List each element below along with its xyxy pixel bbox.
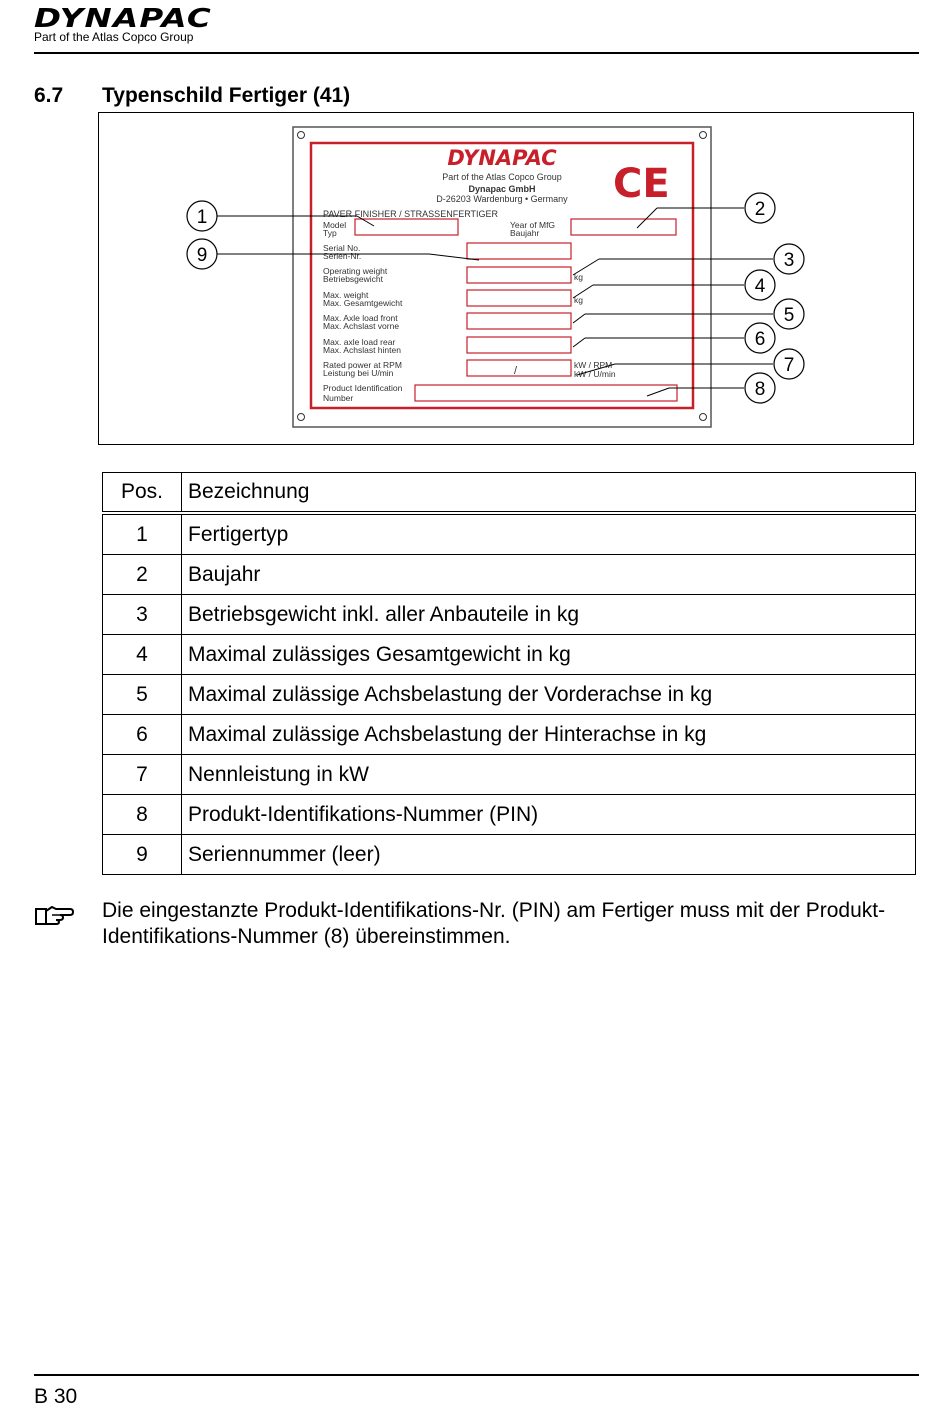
table-row xyxy=(103,715,916,755)
callout-4: 4 xyxy=(754,276,766,297)
header-rule xyxy=(34,52,919,54)
label-serial-en: Serial No. xyxy=(323,243,361,253)
label-pin-de: Number xyxy=(323,393,354,403)
label-serial-de: Serien-Nr. xyxy=(323,251,362,261)
type-plate-illustration xyxy=(99,113,915,446)
plate-address: D-26203 Wardenburg • Germany xyxy=(436,194,568,204)
callout-8: 8 xyxy=(754,379,766,400)
table-header-row xyxy=(103,473,916,514)
label-rear-en: Max. axle load rear xyxy=(323,337,396,347)
cell-pos: 2 xyxy=(103,555,182,595)
label-front-en: Max. Axle load front xyxy=(323,313,398,323)
header-bezeichnung: Bezeichnung xyxy=(182,473,916,514)
label-power-en: Rated power at RPM xyxy=(323,360,402,370)
plate-company: Dynapac GmbH xyxy=(468,184,536,194)
type-plate-figure xyxy=(98,112,914,445)
logo-tagline: Part of the Atlas Copco Group xyxy=(34,30,194,44)
power-slash: / xyxy=(514,365,518,377)
cell-pos: 4 xyxy=(103,635,182,675)
callout-2: 2 xyxy=(754,199,766,220)
footer-rule xyxy=(34,1374,919,1376)
cell-desc: Nennleistung in kW xyxy=(182,755,916,795)
label-op-weight-de: Betriebsgewicht xyxy=(323,274,384,284)
cell-pos: 8 xyxy=(103,795,182,835)
callout-1: 1 xyxy=(196,207,208,228)
cell-pos: 3 xyxy=(103,595,182,635)
ce-mark: CE xyxy=(613,161,670,207)
cell-desc: Produkt-Identifikations-Nummer (PIN) xyxy=(182,795,916,835)
cell-pos: 9 xyxy=(103,835,182,875)
cell-desc: Fertigertyp xyxy=(182,513,916,555)
cell-desc: Maximal zulässige Achsbelastung der Vorderachse in kg xyxy=(182,675,916,715)
cell-desc: Baujahr xyxy=(182,555,916,595)
section-number: 6.7 xyxy=(34,84,64,107)
plate-heading: PAVER FINISHER / STRASSENFERTIGER xyxy=(323,209,499,219)
table-row xyxy=(103,513,916,555)
plate-brand: DYNAPAC xyxy=(447,146,557,170)
page-number: B 30 xyxy=(34,1385,78,1408)
plate-brand-sub: Part of the Atlas Copco Group xyxy=(442,172,562,182)
label-rear-de: Max. Achslast hinten xyxy=(323,345,401,355)
label-model-de: Typ xyxy=(323,228,337,238)
unit-kg: kg xyxy=(574,295,583,305)
label-year-de: Baujahr xyxy=(510,228,540,238)
note-text: Die eingestanzte Produkt-Identifikations-Nr. (PIN) am Fertiger muss mit der Produkt-Identifikations-Nummer (8) übereinstimmen. xyxy=(102,899,886,948)
label-front-de: Max. Achslast vorne xyxy=(323,321,400,331)
table-row xyxy=(103,755,916,795)
label-year-en: Year of MfG xyxy=(510,220,556,230)
label-max-weight-en: Max. weight xyxy=(323,290,369,300)
cell-desc: Maximal zulässige Achsbelastung der Hinterachse in kg xyxy=(182,715,916,755)
cell-desc: Betriebsgewicht inkl. aller Anbauteile in kg xyxy=(182,595,916,635)
callout-6: 6 xyxy=(754,329,766,350)
label-pin-en: Product Identification xyxy=(323,383,403,393)
callout-3: 3 xyxy=(783,250,795,271)
table-row xyxy=(103,595,916,635)
section-title: Typenschild Fertiger (41) xyxy=(102,84,351,107)
label-max-weight-de: Max. Gesamtgewicht xyxy=(323,298,403,308)
position-table xyxy=(102,472,916,875)
callout-9: 9 xyxy=(196,245,208,266)
table-row xyxy=(103,795,916,835)
table-row xyxy=(103,835,916,875)
callout-5: 5 xyxy=(783,305,795,326)
label-model-en: Model xyxy=(323,220,347,230)
dynapac-logo xyxy=(34,4,212,34)
table-row xyxy=(103,555,916,595)
cell-pos: 7 xyxy=(103,755,182,795)
pointing-hand-icon xyxy=(34,902,74,933)
cell-pos: 1 xyxy=(103,513,182,555)
cell-pos: 6 xyxy=(103,715,182,755)
header-pos: Pos. xyxy=(103,473,182,514)
cell-pos: 5 xyxy=(103,675,182,715)
cell-desc: Seriennummer (leer) xyxy=(182,835,916,875)
table-row xyxy=(103,675,916,715)
unit-kg: kg xyxy=(574,272,583,282)
table-row xyxy=(103,635,916,675)
cell-desc: Maximal zulässiges Gesamtgewicht in kg xyxy=(182,635,916,675)
unit-kw-rpm: kW / RPM xyxy=(574,360,613,370)
unit-kw-umin: kW / U/min xyxy=(574,369,616,379)
label-power-de: Leistung bei U/min xyxy=(323,368,394,378)
callout-7: 7 xyxy=(783,355,795,376)
label-op-weight-en: Operating weight xyxy=(323,266,388,276)
logo-wordmark: DYNAPAC xyxy=(34,4,212,34)
